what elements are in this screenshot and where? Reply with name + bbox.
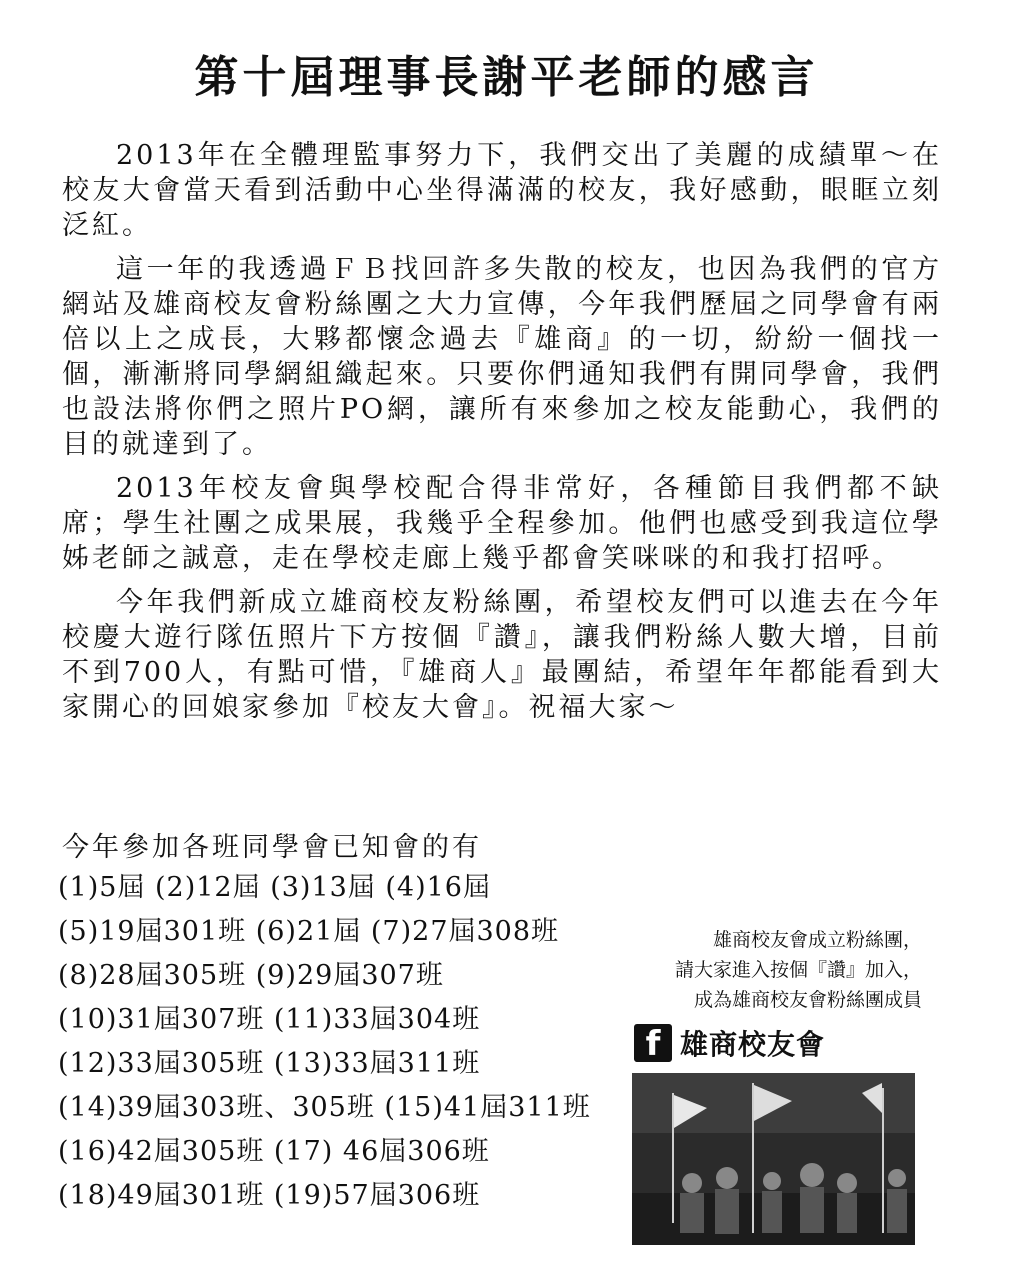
list-item: (14)39屆303班、305班 (15)41屆311班 (58, 1092, 591, 1123)
body-text (62, 138, 942, 734)
promo-line: 雄商校友會成立粉絲團， (712, 929, 922, 951)
paragraph-1: 2013年在全體理監事努力下，我們交出了美麗的成績單～在校友大會當天看到活動中心坐得滿滿的校友，我好感動，眼眶立刻泛紅。 (62, 140, 942, 241)
list-item: (18)49屆301班 (19)57屆306班 (58, 1180, 481, 1211)
promo-line: 成為雄商校友會粉絲團成員 (693, 989, 922, 1011)
reunion-list (58, 866, 638, 1218)
fan-page-promo (630, 925, 930, 1063)
page-title: 第十屆理事長謝平老師的感言 (194, 52, 819, 103)
fan-page-name: 雄商校友會 (680, 1028, 826, 1061)
facebook-icon: f (634, 1024, 672, 1062)
list-item: (10)31屆307班 (11)33屆304班 (58, 1004, 481, 1035)
list-item: (1)5屆 (2)12屆 (3)13屆 (4)16屆 (58, 872, 491, 903)
paragraph-4: 今年我們新成立雄商校友粉絲團，希望校友們可以進去在今年校慶大遊行隊伍照片下方按個『讚』，讓我們粉絲人數大增，目前不到700人，有點可惜，『雄商人』最團結，希望年年都能看到大家開心的回娘家參加『校友大會』。祝福大家～ (62, 587, 942, 723)
paragraph-3: 2013年校友會與學校配合得非常好，各種節目我們都不缺席；學生社團之成果展，我幾乎全程參加。他們也感受到我這位學姊老師之誠意，走在學校走廊上幾乎都會笑咪咪的和我打招呼。 (62, 473, 942, 574)
reunion-list-title: 今年參加各班同學會已知會的有 (62, 832, 482, 863)
facebook-brand (634, 1023, 930, 1063)
promo-line: 請大家進入按個『讚』加入， (674, 959, 922, 981)
list-item: (12)33屆305班 (13)33屆311班 (58, 1048, 481, 1079)
parade-photo (632, 1073, 915, 1245)
list-item: (16)42屆305班 (17) 46屆306班 (58, 1136, 490, 1167)
list-item: (5)19屆301班 (6)21屆 (7)27屆308班 (58, 916, 560, 947)
paragraph-2: 這一年的我透過ＦＢ找回許多失散的校友，也因為我們的官方網站及雄商校友會粉絲團之大力宣傳，今年我們歷屆之同學會有兩倍以上之成長，大夥都懷念過去『雄商』的一切，紛紛一個找一個，漸漸將同學網組織起來。只要你們通知我們有開同學會，我們也設法將你們之照片PO網，讓所有來參加之校友能動心，我們的目的就達到了。 (62, 254, 942, 460)
list-item: (8)28屆305班 (9)29屆307班 (58, 960, 444, 991)
